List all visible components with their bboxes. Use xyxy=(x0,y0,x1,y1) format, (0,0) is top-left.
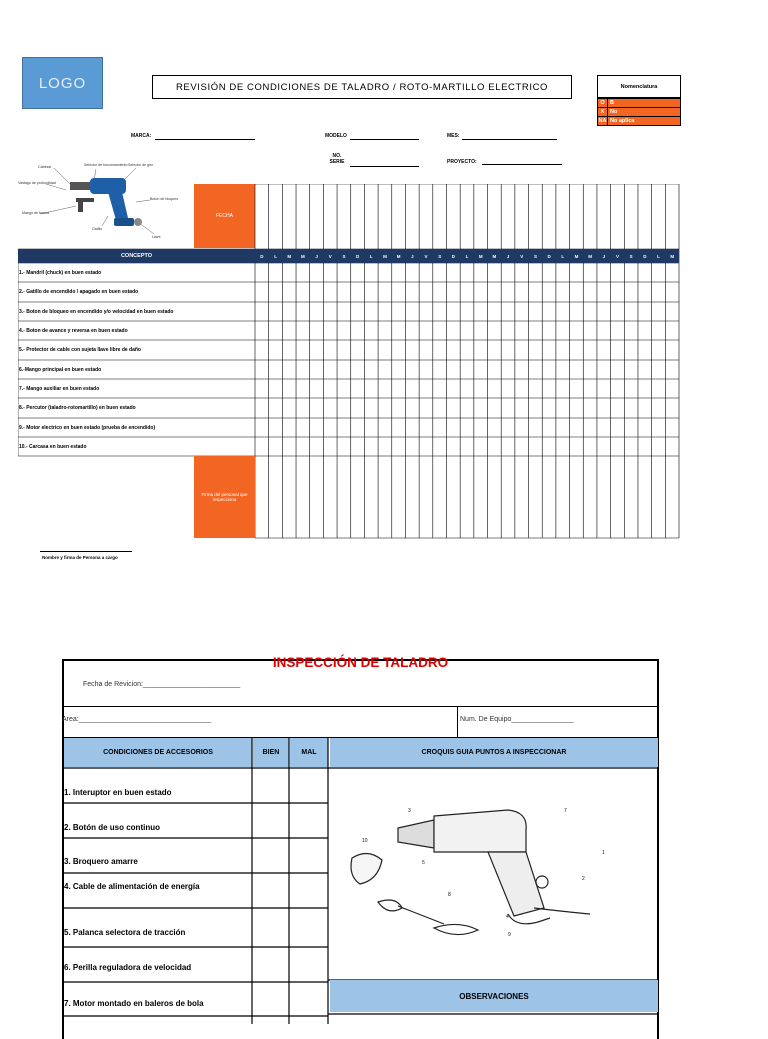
day-header: J xyxy=(506,253,510,259)
day-header: M xyxy=(287,253,292,259)
day-header: D xyxy=(451,253,455,259)
modelo-field[interactable] xyxy=(350,139,419,140)
day-header: S xyxy=(342,253,346,259)
nomenclatura-symbol: NA xyxy=(598,118,607,124)
croquis-header: CROQUIS GUIA PUNTOS A INSPECCIONAR xyxy=(330,738,658,767)
day-header: D xyxy=(260,253,264,259)
day-header: V xyxy=(328,253,332,259)
proyecto-label: PROYECTO: xyxy=(447,159,477,165)
concept-row: 10.- Carcasa en buen estado xyxy=(19,443,87,450)
signature-caption: Nombre y firma de Persona a cargo xyxy=(42,555,118,560)
concept-row: 2.- Gatillo de encendido / apagado en buen estado xyxy=(19,289,139,295)
day-header: L xyxy=(561,253,565,259)
concept-row: 1.- Mandril (chuck) en buen estado xyxy=(19,269,102,276)
condition-item: 3. Broquero amarre xyxy=(64,857,138,866)
nomenclatura-box xyxy=(597,75,681,126)
condition-item: 5. Palanca selectora de tracción xyxy=(64,928,186,937)
drill-label: Llave xyxy=(152,235,161,239)
condition-item: 2. Botón de uso continuo xyxy=(64,823,160,832)
day-header: V xyxy=(520,253,524,259)
condition-item: 6. Perilla reguladora de velocidad xyxy=(64,963,192,972)
day-header: V xyxy=(424,253,428,259)
nomenclatura-row xyxy=(598,98,680,107)
day-header: D xyxy=(547,253,551,259)
day-header: L xyxy=(657,253,660,259)
day-header: L xyxy=(369,253,373,259)
nomenclatura-title: Nomenclatura xyxy=(598,76,680,98)
conditions-header: CONDICIONES DE ACCESORIOS xyxy=(64,738,252,767)
marca-label: MARCA: xyxy=(131,133,152,139)
mes-label: MES: xyxy=(447,133,460,139)
day-header: M xyxy=(670,253,675,259)
diagram-number: 2 xyxy=(582,876,585,882)
concept-row: 4.- Boton de avance y reversa en buen estado xyxy=(19,327,128,334)
diagram-number: 4 xyxy=(506,914,509,920)
concept-row: 6.-Mango principal en buen estado xyxy=(19,366,102,373)
drill-label: Mango de fuerza xyxy=(22,211,49,215)
day-header: M xyxy=(574,253,579,259)
nomenclatura-row xyxy=(598,107,680,116)
diagram-number: 3 xyxy=(408,808,411,814)
area-field[interactable]: Area:__________________________________ xyxy=(62,716,212,723)
table-header xyxy=(18,249,679,263)
day-header: L xyxy=(465,253,469,259)
mes-field[interactable] xyxy=(462,139,557,140)
diagram-number: 1 xyxy=(602,850,605,856)
day-header: D xyxy=(643,253,647,259)
nomenclatura-text: No aplica xyxy=(610,118,635,124)
nomenclatura-symbol: O xyxy=(598,99,608,107)
day-header: M xyxy=(478,253,483,259)
day-header: M xyxy=(492,253,497,259)
concept-row: 3.- Boton de bloqueo en encendido y/o velocidad en buen estado xyxy=(19,308,174,315)
drill-label: Cabezal xyxy=(38,165,52,169)
fecha-label: FECHA xyxy=(194,184,255,248)
form-title: REVISIÓN DE CONDICIONES DE TALADRO / ROTO-MARTILLO ELECTRICO xyxy=(152,75,572,99)
day-header: J xyxy=(602,253,606,259)
nomenclatura-text: No xyxy=(610,109,618,115)
bien-header: BIEN xyxy=(253,738,289,767)
day-header: M xyxy=(396,253,401,259)
day-header: V xyxy=(616,253,620,259)
drill-label: Selector de giro xyxy=(128,163,154,167)
concept-row: 7.- Mango auxiliar en buen estado xyxy=(19,385,100,392)
concept-row: 5.- Protector de cable con sujeta llave libre de daño xyxy=(19,347,141,353)
modelo-label: MODELO xyxy=(325,133,347,139)
diagram-number: 10 xyxy=(362,838,368,844)
day-header: S xyxy=(438,253,442,259)
fecha-revision-field[interactable]: Fecha de Revicion:_________________________ xyxy=(83,681,241,688)
day-header: D xyxy=(356,253,360,259)
diagram-number: 9 xyxy=(508,932,511,938)
drill-diagram xyxy=(338,800,628,950)
drill-label: Gatillo xyxy=(92,227,103,231)
form2-title: INSPECCIÓN DE TALADRO xyxy=(272,655,449,670)
signature-line[interactable] xyxy=(40,551,132,552)
condition-item: 7. Motor montado en baleros de bola xyxy=(64,999,204,1008)
divider xyxy=(62,706,659,707)
day-header: S xyxy=(629,253,633,259)
drill-label: Botón de bloqueo xyxy=(150,197,178,201)
observaciones-header: OBSERVACIONES xyxy=(330,980,658,1012)
concept-row: 9.- Motor electrico en buen estado (prueba de encendido) xyxy=(19,424,156,431)
concept-header: CONCEPTO xyxy=(120,253,153,259)
num-equipo-field[interactable]: Num. De Equipo________________ xyxy=(460,716,574,723)
nomenclatura-row xyxy=(598,116,680,125)
condition-item: 1. Interuptor en buen estado xyxy=(64,788,172,797)
nomenclatura-text: B xyxy=(610,100,614,106)
drill-label: Selector de funcionamiento xyxy=(84,163,128,167)
day-header: L xyxy=(274,253,277,259)
day-header: M xyxy=(301,253,305,259)
day-header: J xyxy=(315,253,318,259)
day-header: M xyxy=(588,253,593,259)
serie-label: NO. SERIE xyxy=(329,153,345,165)
marca-field[interactable] xyxy=(155,139,255,140)
logo-box: LOGO xyxy=(22,57,103,109)
nomenclatura-symbol: X xyxy=(598,108,608,116)
concept-row: 8.- Percutor (taladro-rotomartillo) en buen estado xyxy=(19,405,136,411)
condition-item: 4. Cable de alimentación de energía xyxy=(64,882,200,891)
mal-header: MAL xyxy=(290,738,328,767)
diagram-number: 8 xyxy=(448,892,451,898)
serie-field[interactable] xyxy=(350,166,419,167)
divider xyxy=(457,706,458,737)
drill-label: Vastago de profundidad xyxy=(18,181,56,185)
diagram-number: 7 xyxy=(564,808,567,814)
diagram-number: 5 xyxy=(422,860,425,866)
day-header: M xyxy=(383,253,387,259)
day-header: S xyxy=(533,253,537,259)
firma-label: Firma del personal que inspecciona xyxy=(194,456,255,538)
proyecto-field[interactable] xyxy=(482,164,562,165)
day-header: J xyxy=(411,253,414,259)
